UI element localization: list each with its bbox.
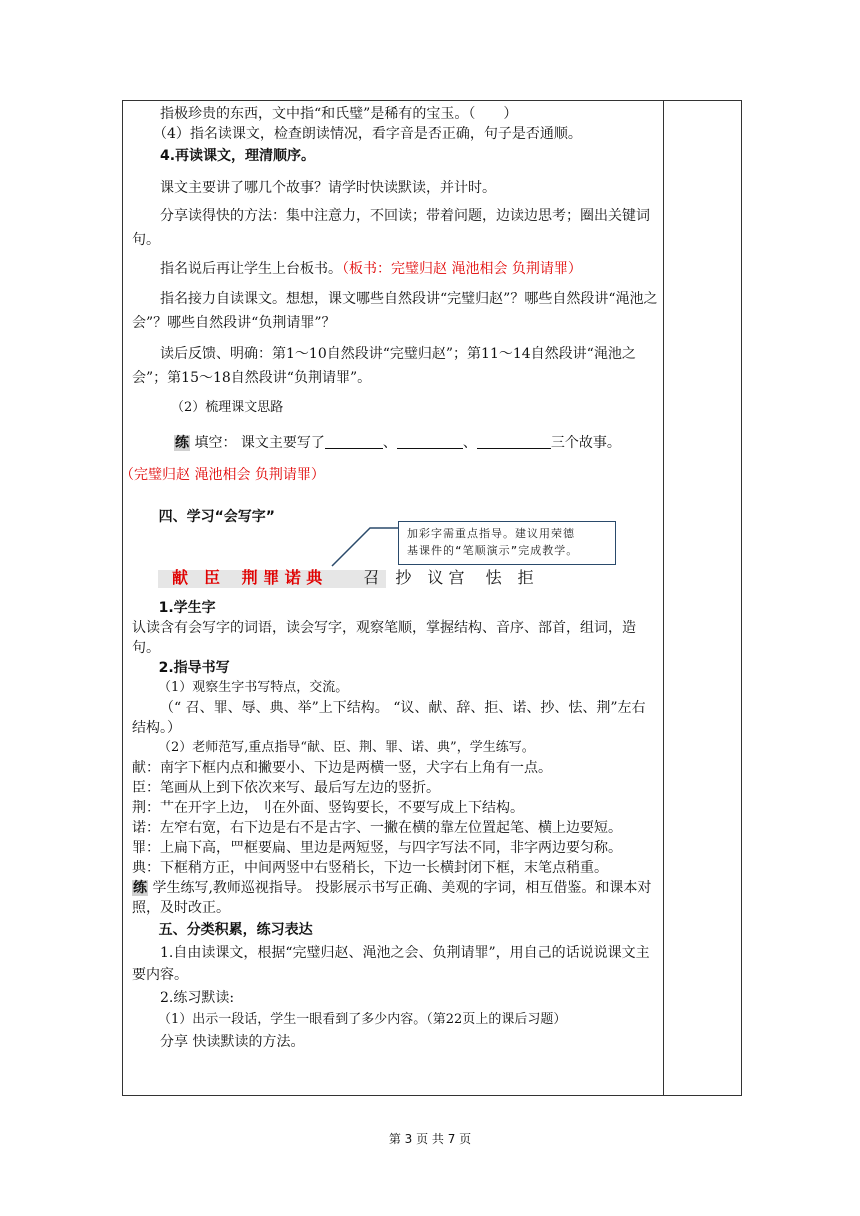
- blank-2: [397, 434, 463, 449]
- callout-text: 基课件的“笔顺演示”完成教学。: [407, 544, 579, 557]
- char-note: 臣：笔画从上到下依次来写、最后写左边的竖折。: [132, 780, 440, 796]
- column-divider: [663, 100, 664, 1096]
- key-characters: 献 臣 荆 罪 诺 典: [172, 568, 323, 587]
- char-note: 典：下框稍方正，中间两竖中右竖稍长，下边一长横封闭下框，末笔点稍重。: [132, 860, 608, 876]
- lesson-content: [120, 104, 658, 527]
- fill-end: 三个故事。: [550, 435, 621, 451]
- fill-label: 填空： 课文主要写了: [194, 435, 325, 451]
- callout-leader: [330, 526, 400, 568]
- text-line: （“ 召、罪、辱、典、举”上下结构。 “议、献、辞、拒、诺、抄、怯、荆”左右结构。）: [132, 700, 646, 736]
- text-line: （1）出示一段话，学生一眼看到了多少内容。（第22页上的课后习题）: [158, 1012, 567, 1027]
- text-span: 指名说后再让学生上台板书。: [160, 261, 342, 277]
- fill-blank-line: [132, 433, 658, 453]
- blank-3: [477, 434, 551, 449]
- text-line: 指名接力自读课文。想想，课文哪些自然段讲“完璧归赵”？哪些自然段讲“渑池之会”？哪些自然段讲“负荆请罪”？: [132, 291, 658, 331]
- separator: 、: [382, 435, 397, 451]
- section-heading: 1.学生字: [158, 600, 216, 616]
- text-line: 读后反馈、明确：第1～10自然段讲“完璧归赵”；第11～14自然段讲“渑池之会”；第15～18自然段讲“负荆请罪”。: [132, 346, 636, 386]
- text-line: [132, 259, 658, 279]
- section-heading: 四、学习“会写字”: [158, 509, 275, 525]
- text-line: 指极珍贵的东西，文中指“和氏璧”是稀有的宝玉。（ ）: [160, 106, 518, 122]
- char-note: 诺：左窄右宽，右下边是右不是古字、一撇在横的靠左位置起笔、横上边要短。: [132, 820, 622, 836]
- writing-characters: [172, 566, 702, 590]
- text-line: 2.练习默读:: [160, 990, 235, 1006]
- text-line: 分享读得快的方法：集中注意力，不回读；带着问题，边读边思考；圈出关键词句。: [132, 208, 650, 248]
- text-line: （2）梳理课文思路: [171, 400, 284, 415]
- section-heading: 五、分类积累，练习表达: [158, 922, 313, 938]
- char-note: 罪：上扁下高，罒框要扁、里边是两短竖，与四字写法不同，非字两边要匀称。: [132, 840, 622, 856]
- text-line: 1.自由读课文，根据“完璧归赵、渑池之会、负荆请罪”，用自己的话说说课文主要内容。: [132, 945, 650, 983]
- text-line: （4）指名读课文，检查朗读情况，看字音是否正确，句子是否通顺。: [153, 126, 582, 142]
- page-footer: 第 3 页 共 7 页: [388, 1132, 472, 1146]
- section-heading: 2.指导书写: [158, 660, 230, 676]
- char-note: 献：南字下框内点和撇要小、下边是两横一竖，犬字右上角有一点。: [132, 760, 552, 776]
- blackboard-note: （板书：完璧归赵 渑池相会 负荆请罪）: [342, 261, 582, 277]
- blank-1: [325, 434, 383, 449]
- practice-marker: 练: [175, 435, 189, 451]
- text-line: 课文主要讲了哪几个故事？请学时快读默读，并计时。: [160, 180, 496, 196]
- teaching-tip-callout: [398, 521, 616, 565]
- text-line: （2）老师范写,重点指导“献、臣、荆、罪、诺、典”，学生练写。: [158, 740, 535, 755]
- text-line: 认读含有会写字的词语，读会写字，观察笔顺，掌握结构、音序、部首，组词，造句。: [132, 620, 636, 656]
- text-line: 分享 快读默读的方法。: [160, 1034, 305, 1050]
- practice-text: 学生练写,教师巡视指导。 投影展示书写正确、美观的字词，相互借鉴。和课本对照，及时改正。: [132, 880, 652, 916]
- practice-marker: 练: [133, 880, 147, 896]
- section-heading: 4.再读课文，理清顺序。: [160, 148, 316, 164]
- callout-text: 加彩字需重点指导。建议用荣德: [407, 527, 575, 540]
- other-characters: 召 抄 议 宫 怯 拒: [363, 568, 534, 587]
- text-line: （1）观察生字书写特点，交流。: [158, 680, 349, 695]
- char-note: 荆：艹在开字上边，刂在外面、竖钩要长，不要写成上下结构。: [132, 800, 524, 816]
- lesson-content-2: [132, 598, 658, 1052]
- practice-line: [132, 878, 658, 918]
- fill-answer: （完璧归赵 渑池相会 负荆请罪）: [120, 467, 325, 483]
- separator: 、: [462, 435, 477, 451]
